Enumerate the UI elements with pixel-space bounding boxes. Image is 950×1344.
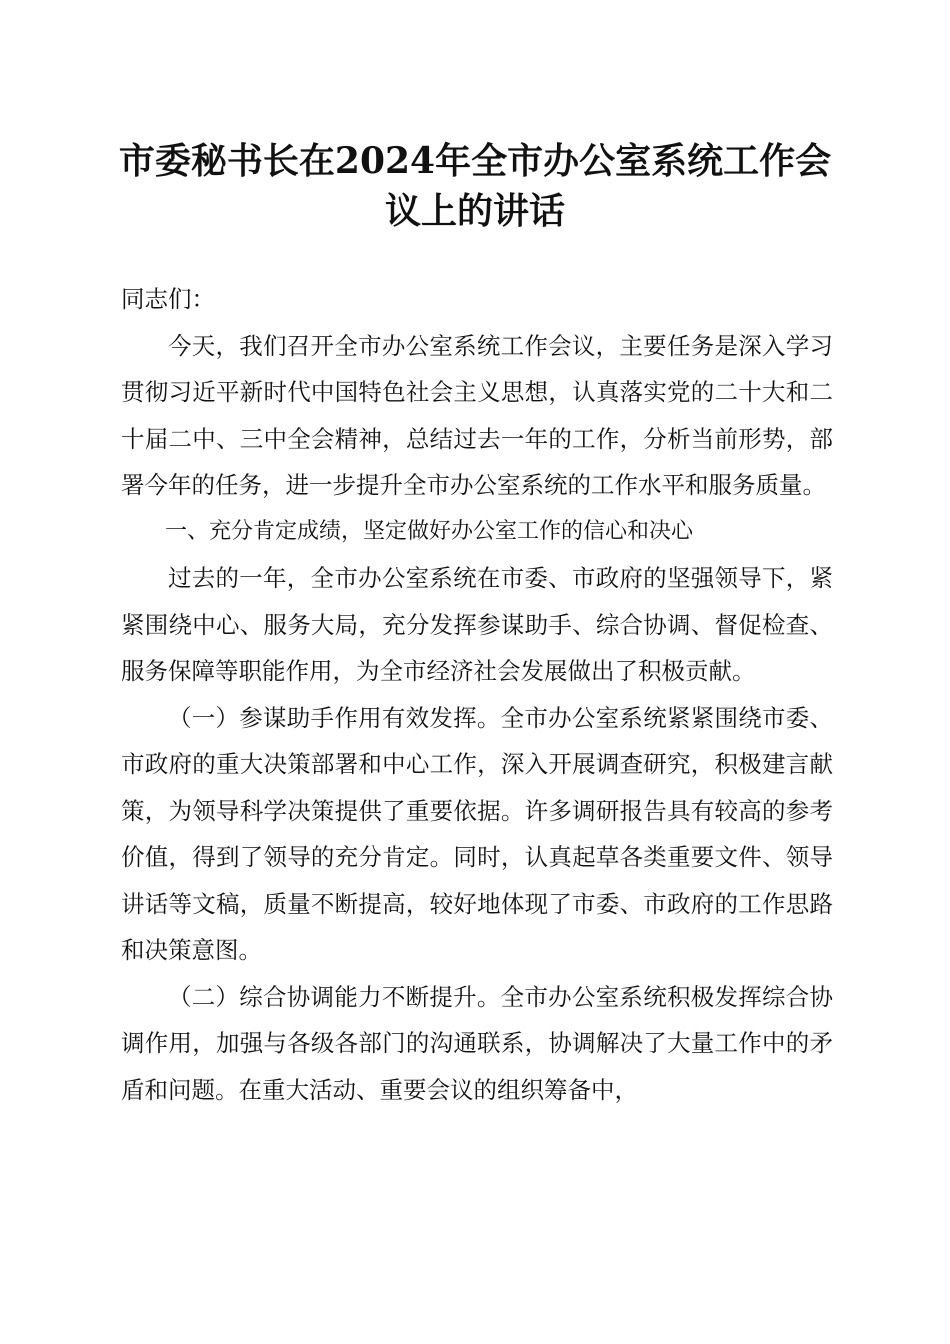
section-heading-1: 一、充分肯定成绩，坚定做好办公室工作的信心和决心 [165, 518, 694, 544]
item-1-paragraph [121, 695, 833, 974]
title-line-2: 议上的讲话 [384, 190, 565, 232]
item-1-heading: （一）参谋助手作用有效发挥。 [168, 703, 501, 732]
item-2-paragraph [121, 974, 833, 1114]
document-body [121, 276, 833, 1113]
item-2-heading: （二）综合协调能力不断提升。 [168, 982, 501, 1011]
item-2-body: 全市办公室系统积极发挥综合协调作用，加强与各级各部门的沟通联系，协调解决了大量工作中的矛盾和问题。在重大活动、重要会议的组织筹备中， [121, 982, 834, 1104]
section-1-intro: 过去的一年，全市办公室系统在市委、市政府的坚强领导下，紧紧围绕中心、服务大局，充分发挥参谋助手、综合协调、督促检查、服务保障等职能作用，为全市经济社会发展做出了积极贡献。 [121, 564, 833, 685]
document-title [90, 136, 860, 236]
salutation: 同志们： [121, 285, 215, 313]
title-line-1: 市委秘书长在2024年全市办公室系统工作会 [118, 140, 832, 182]
opening-paragraph: 今天，我们召开全市办公室系统工作会议，主要任务是深入学习贯彻习近平新时代中国特色社会主义思想，认真落实党的二十大和二十届二中、三中全会精神，总结过去一年的工作，分析当前形势，部署今年的任务，进一步提升全市办公室系统的工作水平和服务质量。 [121, 331, 833, 499]
item-1-body: 全市办公室系统紧紧围绕市委、市政府的重大决策部署和中心工作，深入开展调查研究，积极建言献策，为领导科学决策提供了重要依据。许多调研报告具有较高的参考价值，得到了领导的充分肯定。同时，认真起草各类重要文件、领导讲话等文稿，质量不断提高，较好地体现了市委、市政府的工作思路和决策意图。 [121, 703, 834, 964]
